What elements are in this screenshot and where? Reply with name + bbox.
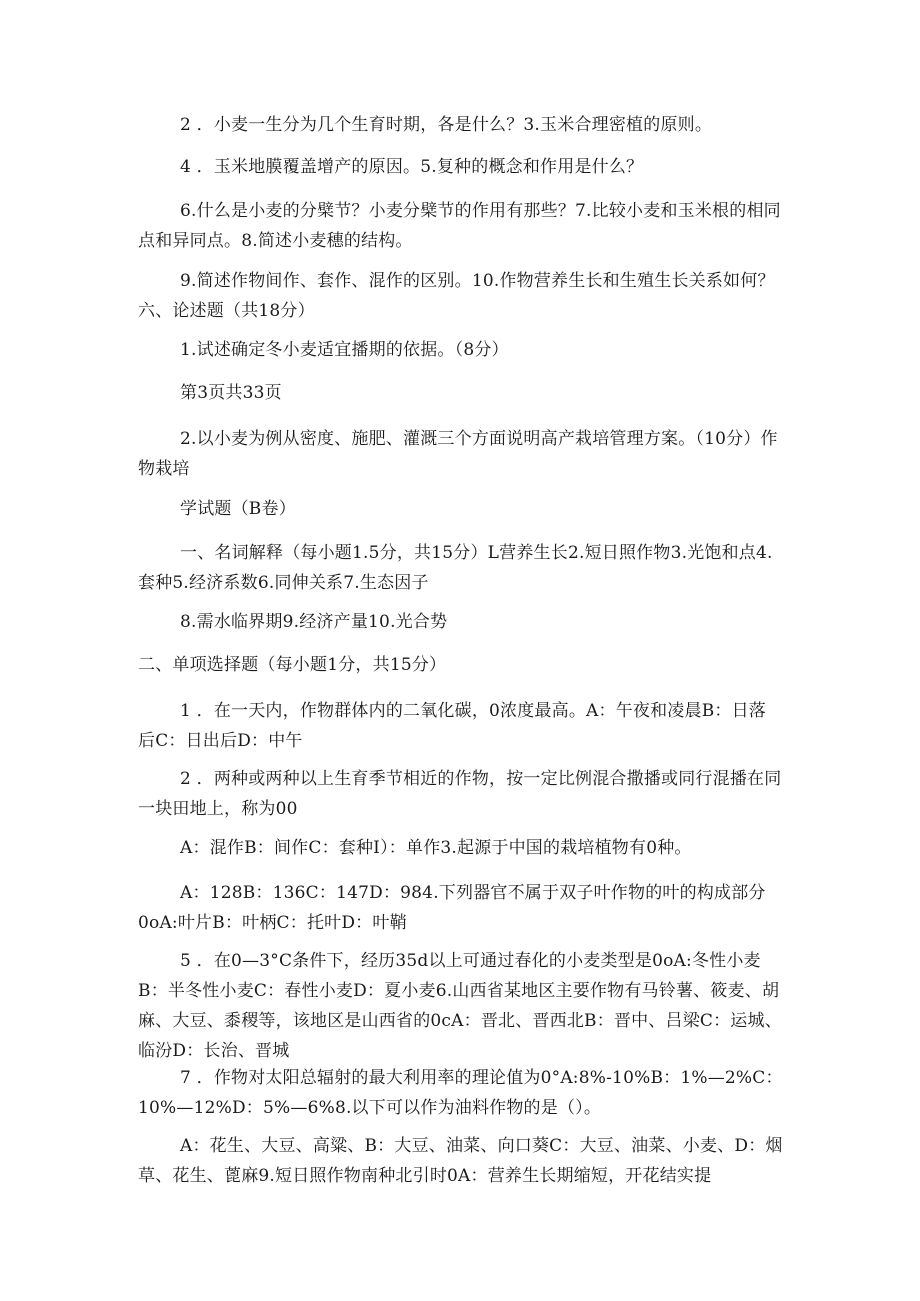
choice-q5-q6: 5 ．在0—3°C条件下，经历35d以上可通过春化的小麦类型是0oA:冬性小麦B：半冬性小麦C：春性小麦D：夏小麦6.山西省某地区主要作物有马铃薯、筱麦、胡麻、大豆、黍稷等，该地区是山西省的0cA：晋北、晋西北B：晋中、吕梁C：运城、临汾D：长治、晋城 (138, 951, 782, 1061)
choice-q2-options: A：混作B：间作C：套种I）：单作3.起源于中国的栽培植物有0种。 (180, 838, 692, 858)
paragraph-essay-2: 2.以小麦为例从密度、施肥、灌溉三个方面说明高产栽培管理方案。（10分）作物栽培 (138, 429, 778, 479)
section-definitions: 一、名词解释（每小题1.5分，共15分）L营养生长2.短日照作物3.光饱和点4.套种5.经济系数6.同伸关系7.生态因子 (138, 543, 773, 593)
paragraph-q9-q10: 9.简述作物间作、套作、混作的区别。10.作物营养生长和生殖生长关系如何？六、论述题（共18分） (138, 271, 775, 321)
choice-q3-q4: A：128B：136C：147D：984.下列器官不属于双子叶作物的叶的构成部分0oA:叶片B：叶柄C：托叶D：叶鞘 (138, 883, 766, 933)
definitions-continued: 8.需水临界期9.经济产量10.光合势 (180, 612, 448, 632)
choice-q2: 2 ．两种或两种以上生育季节相近的作物，按一定比例混合撒播或同行混播在同一块田地上，称为00 (138, 769, 782, 819)
choice-q1: 1 ．在一天内，作物群体内的二氧化碳，0浓度最高。A：午夜和凌晨B：日落后C：日出后D：中午 (138, 701, 767, 751)
page-number: 第3页共33页 (180, 383, 282, 403)
paragraph-q4-q5: 4 ．玉米地膜覆盖增产的原因。5.复种的概念和作用是什么？ (180, 157, 644, 177)
exam-title-b: 学试题（B卷） (180, 499, 296, 519)
choice-q8-options: A：花生、大豆、高粱、B：大豆、油菜、向口葵C：大豆、油菜、小麦、D：烟草、花生、蓖麻9.短日照作物南种北引时0A：营养生长期缩短，开花结实提 (138, 1136, 783, 1186)
paragraph-essay-1: 1.试述确定冬小麦适宜播期的依据。（8分） (180, 340, 509, 360)
paragraph-q2-q3: 2 ．小麦一生分为几个生育时期，各是什么？3.玉米合理密植的原则。 (180, 115, 713, 135)
paragraph-q6-q8: 6.什么是小麦的分檗节？小麦分檗节的作用有那些？7.比较小麦和玉米根的相同点和异同点。8.简述小麦穗的结构。 (138, 201, 781, 251)
choice-q7-q8: 7 ．作物对太阳总辐射的最大利用率的理论值为0°A:8%-10%B：1%—2%C：10%—12%D：5%—6%8.以下可以作为油料作物的是（）。 (138, 1068, 783, 1118)
section-single-choice: 二、单项选择题（每小题1分，共15分） (138, 655, 447, 675)
